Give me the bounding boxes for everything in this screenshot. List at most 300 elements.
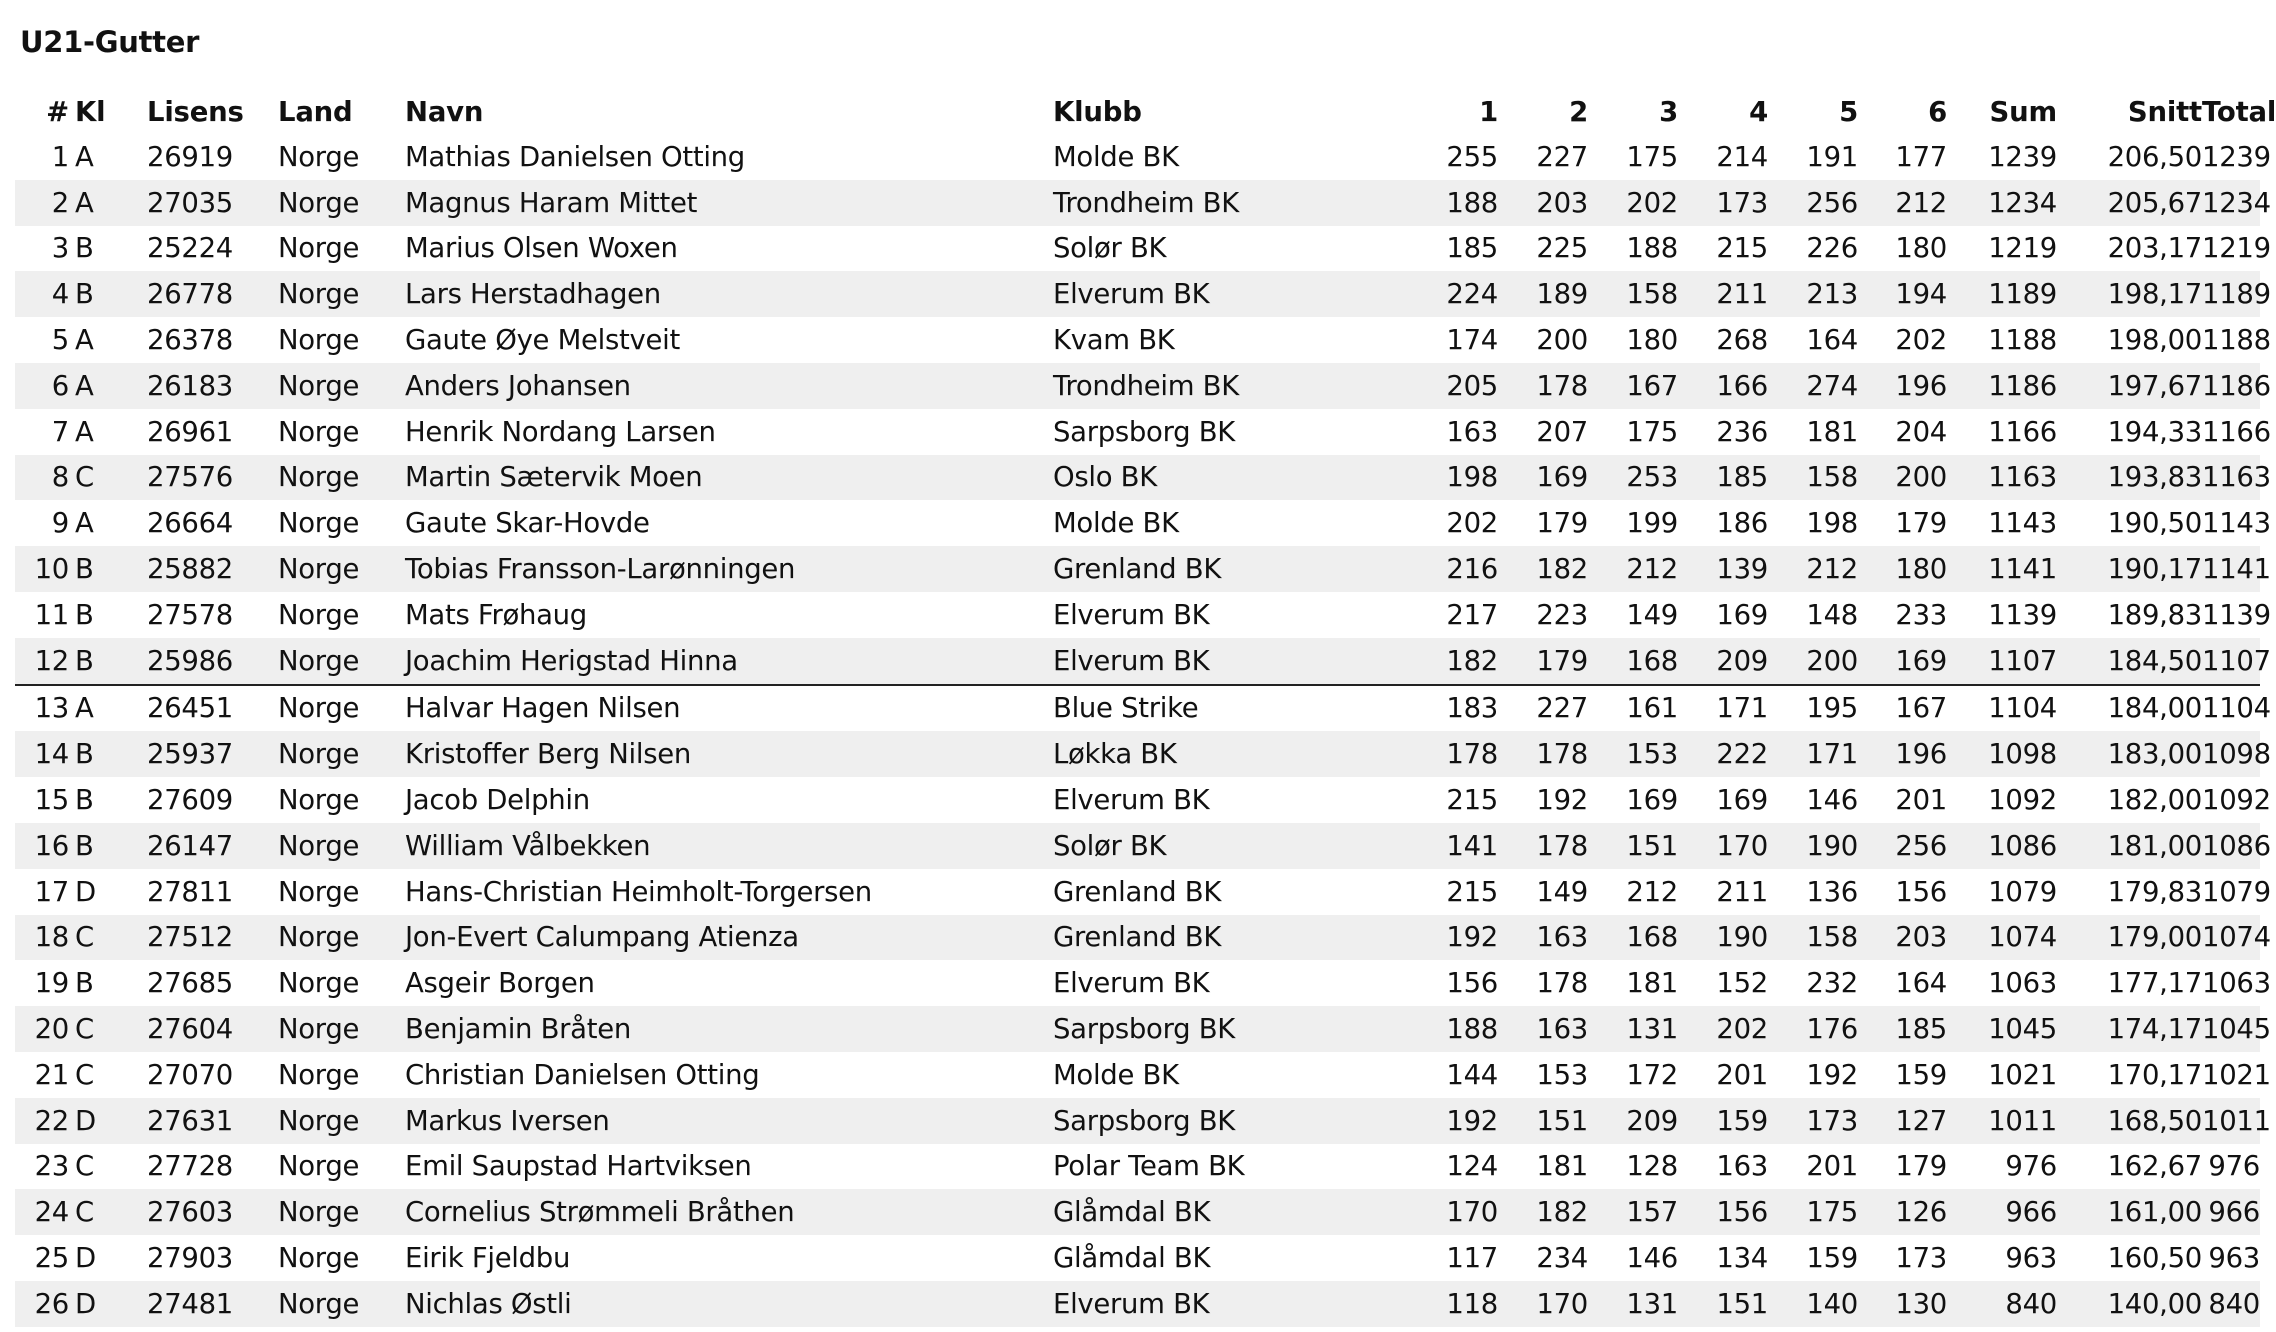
cell-sum: 1063: [1988, 967, 2057, 1000]
cell-rank: 4: [15, 271, 75, 317]
cell-total: 1186: [2202, 363, 2260, 409]
cell-total: 1219: [2202, 232, 2271, 265]
cell-game-6: 185: [1858, 1006, 1947, 1052]
cell-game-2: 169: [1498, 455, 1588, 501]
cell-game-2: 153: [1536, 1058, 1588, 1091]
cell-total: 1189: [2202, 271, 2260, 317]
col-header-game-2[interactable]: 2: [1569, 96, 1588, 128]
cell-klasse: A: [75, 324, 94, 357]
cell-sum: 1186: [1947, 363, 2057, 409]
cell-klubb: Solør BK: [1053, 823, 1295, 869]
cell-game-1: 205: [1295, 363, 1498, 409]
cell-total: 1086: [2202, 823, 2260, 869]
cell-game-4: 214: [1716, 140, 1768, 173]
cell-game-1: 170: [1295, 1189, 1498, 1235]
cell-sum: 1166: [1988, 415, 2057, 448]
table-row: [15, 685, 2260, 732]
cell-game-2: 192: [1536, 784, 1588, 817]
cell-total: 1188: [2202, 324, 2271, 357]
cell-game-3: 157: [1588, 1189, 1678, 1235]
cell-game-4: 211: [1716, 875, 1768, 908]
cell-total: 1092: [2202, 784, 2271, 817]
cell-land: Norge: [278, 415, 360, 448]
cell-klasse: B: [75, 271, 133, 317]
cell-klasse: A: [75, 140, 94, 173]
cell-game-5: 136: [1806, 875, 1858, 908]
cell-klasse: B: [75, 784, 94, 817]
cell-snitt: 160,50: [2107, 1242, 2202, 1275]
cell-land: Norge: [278, 784, 360, 817]
cell-game-3: 161: [1626, 692, 1678, 725]
cell-land: Norge: [278, 692, 360, 725]
cell-lisens: 26778: [133, 271, 278, 317]
cell-snitt: 140,00: [2057, 1281, 2202, 1327]
table-row: [15, 1189, 2260, 1235]
cell-land: Norge: [278, 1058, 360, 1091]
cell-game-3: 131: [1588, 1006, 1678, 1052]
cell-land: Norge: [278, 455, 405, 501]
cell-game-2: 178: [1536, 967, 1588, 1000]
col-header-sum[interactable]: Sum: [1989, 96, 2057, 128]
cell-snitt: 184,50: [2057, 638, 2202, 685]
cell-game-2: 227: [1536, 140, 1588, 173]
cell-total: 1163: [2202, 455, 2260, 501]
cell-game-4: 151: [1678, 1281, 1768, 1327]
cell-klubb: Glåmdal BK: [1053, 1189, 1295, 1235]
col-header-total[interactable]: Total: [2202, 96, 2276, 128]
cell-navn: Jacob Delphin: [405, 784, 590, 817]
cell-klubb: Løkka BK: [1053, 731, 1295, 777]
cell-game-4: 201: [1716, 1058, 1768, 1091]
cell-snitt: 194,33: [2107, 415, 2202, 448]
cell-lisens: 27903: [147, 1242, 233, 1275]
cell-snitt: 205,67: [2057, 180, 2202, 226]
cell-klasse: D: [75, 875, 96, 908]
cell-game-1: 188: [1295, 180, 1498, 226]
cell-klasse: C: [75, 1006, 133, 1052]
cell-game-6: 127: [1858, 1098, 1947, 1144]
table-row: [15, 363, 2260, 409]
cell-land: Norge: [278, 1006, 405, 1052]
cell-game-2: 178: [1498, 823, 1588, 869]
cell-game-6: 173: [1895, 1242, 1947, 1275]
cell-game-5: 140: [1768, 1281, 1858, 1327]
cell-rank: 22: [15, 1098, 75, 1144]
cell-rank: 12: [15, 638, 75, 685]
table-row: [15, 409, 2260, 455]
cell-lisens: 27609: [147, 784, 233, 817]
cell-lisens: 26664: [147, 507, 233, 540]
col-header-lisens[interactable]: Lisens: [147, 96, 244, 128]
cell-rank: 11: [34, 598, 69, 631]
cell-snitt: 174,17: [2057, 1006, 2202, 1052]
cell-land: Norge: [278, 731, 405, 777]
cell-land: Norge: [278, 140, 360, 173]
cell-game-1: 192: [1295, 915, 1498, 961]
cell-klasse: B: [75, 232, 94, 265]
cell-klasse: A: [75, 180, 133, 226]
cell-game-2: 181: [1536, 1150, 1588, 1183]
cell-sum: 1086: [1947, 823, 2057, 869]
col-header-land[interactable]: Land: [278, 96, 353, 128]
cell-game-5: 146: [1806, 784, 1858, 817]
cell-sum: 1234: [1947, 180, 2057, 226]
cell-game-1: 183: [1446, 692, 1498, 725]
cell-navn: Markus Iversen: [405, 1098, 1053, 1144]
cell-game-1: 156: [1446, 967, 1498, 1000]
cell-game-2: 182: [1498, 546, 1588, 592]
header-row: [15, 90, 2260, 134]
cell-game-2: 179: [1536, 507, 1588, 540]
table-row: [15, 1006, 2260, 1052]
cell-land: Norge: [278, 598, 360, 631]
cell-game-4: 166: [1678, 363, 1768, 409]
cell-snitt: 177,17: [2107, 967, 2202, 1000]
cell-sum: 1219: [1988, 232, 2057, 265]
cell-game-5: 191: [1806, 140, 1858, 173]
cell-total: 1045: [2202, 1006, 2260, 1052]
cell-total: 1104: [2202, 692, 2271, 725]
cell-klasse: B: [75, 598, 94, 631]
cell-snitt: 193,83: [2057, 455, 2202, 501]
cell-navn: Tobias Fransson-Larønningen: [405, 546, 1053, 592]
cell-game-3: 168: [1588, 638, 1678, 685]
cell-rank: 25: [34, 1242, 69, 1275]
cell-klasse: A: [75, 415, 94, 448]
cell-snitt: 179,83: [2107, 875, 2202, 908]
cell-total: 966: [2202, 1189, 2260, 1235]
cell-game-4: 139: [1678, 546, 1768, 592]
cell-game-6: 233: [1895, 598, 1947, 631]
cell-game-4: 163: [1716, 1150, 1768, 1183]
cell-land: Norge: [278, 1098, 405, 1144]
cell-navn: Mats Frøhaug: [405, 598, 587, 631]
table-row: [15, 1281, 2260, 1327]
results-table: [15, 90, 2276, 1327]
table-row: [15, 226, 2260, 272]
cell-klubb: Sarpsborg BK: [1053, 1006, 1295, 1052]
cell-klubb: Glåmdal BK: [1053, 1242, 1211, 1275]
cell-game-4: 169: [1716, 598, 1768, 631]
col-header-snitt[interactable]: Snitt: [2127, 96, 2202, 128]
cell-sum: 1189: [1947, 271, 2057, 317]
cell-game-3: 175: [1626, 415, 1678, 448]
cell-game-3: 172: [1626, 1058, 1678, 1091]
cell-total: 1107: [2202, 638, 2260, 685]
cell-snitt: 161,00: [2057, 1189, 2202, 1235]
cell-rank: 5: [51, 324, 69, 357]
table-row: [15, 500, 2260, 546]
cell-game-2: 151: [1498, 1098, 1588, 1144]
cell-game-6: 126: [1858, 1189, 1947, 1235]
cell-lisens: 26919: [147, 140, 233, 173]
cell-game-1: 198: [1295, 455, 1498, 501]
col-header-game-3[interactable]: 3: [1659, 96, 1678, 128]
cell-klasse: B: [75, 823, 133, 869]
cell-sum: 963: [2005, 1242, 2057, 1275]
cell-game-5: 274: [1768, 363, 1858, 409]
cell-game-6: 196: [1858, 731, 1947, 777]
col-header-game-4[interactable]: 4: [1749, 96, 1768, 128]
cell-sum: 1239: [1988, 140, 2057, 173]
cell-klubb: Solør BK: [1053, 232, 1167, 265]
cell-navn: Anders Johansen: [405, 363, 1053, 409]
cell-klubb: Sarpsborg BK: [1053, 1098, 1295, 1144]
cell-game-1: 215: [1446, 784, 1498, 817]
cell-game-4: 215: [1716, 232, 1768, 265]
cell-sum: 1104: [1988, 692, 2057, 725]
cell-sum: 1143: [1988, 507, 2057, 540]
cell-game-6: 200: [1858, 455, 1947, 501]
cell-game-5: 158: [1768, 915, 1858, 961]
cell-sum: 976: [2005, 1150, 2057, 1183]
cell-game-5: 176: [1768, 1006, 1858, 1052]
table-row: [15, 915, 2260, 961]
cell-sum: 1045: [1947, 1006, 2057, 1052]
cell-navn: Marius Olsen Woxen: [405, 232, 678, 265]
cell-klubb: Oslo BK: [1053, 455, 1295, 501]
cell-game-6: 159: [1895, 1058, 1947, 1091]
cell-klasse: B: [75, 967, 94, 1000]
cell-game-6: 212: [1858, 180, 1947, 226]
cell-snitt: 170,17: [2107, 1058, 2202, 1091]
cell-klasse: C: [75, 1058, 94, 1091]
cell-klasse: C: [75, 1189, 133, 1235]
cell-rank: 6: [15, 363, 75, 409]
cell-land: Norge: [278, 546, 405, 592]
cell-navn: Halvar Hagen Nilsen: [405, 692, 681, 725]
cell-game-6: 167: [1895, 692, 1947, 725]
cell-game-3: 151: [1588, 823, 1678, 869]
cell-game-5: 226: [1806, 232, 1858, 265]
cell-total: 976: [2208, 1150, 2260, 1183]
cell-game-1: 215: [1446, 875, 1498, 908]
cell-land: Norge: [278, 1281, 405, 1327]
table-row: [15, 592, 2260, 638]
cell-game-5: 158: [1768, 455, 1858, 501]
cell-game-3: 149: [1626, 598, 1678, 631]
cell-sum: 1141: [1947, 546, 2057, 592]
cell-land: Norge: [278, 1242, 360, 1275]
cell-rank: 23: [34, 1150, 69, 1183]
cell-land: Norge: [278, 232, 360, 265]
cell-total: 1098: [2202, 731, 2260, 777]
cell-navn: Kristoffer Berg Nilsen: [405, 731, 1053, 777]
cell-game-2: 182: [1498, 1189, 1588, 1235]
cell-klubb: Molde BK: [1053, 507, 1179, 540]
cell-navn: Asgeir Borgen: [405, 967, 595, 1000]
cell-rank: 7: [51, 415, 69, 448]
cell-klasse: C: [75, 455, 133, 501]
cell-game-5: 198: [1806, 507, 1858, 540]
cell-game-2: 227: [1536, 692, 1588, 725]
cell-navn: Hans-Christian Heimholt-Torgersen: [405, 875, 872, 908]
cell-klubb: Elverum BK: [1053, 1281, 1295, 1327]
cell-game-4: 268: [1716, 324, 1768, 357]
cell-rank: 2: [15, 180, 75, 226]
table-row: [15, 1144, 2260, 1190]
cell-game-5: 201: [1806, 1150, 1858, 1183]
cell-total: 1143: [2202, 507, 2271, 540]
cell-lisens: 25882: [133, 546, 278, 592]
cell-klubb: Grenland BK: [1053, 546, 1295, 592]
cell-snitt: 197,67: [2057, 363, 2202, 409]
cell-game-3: 188: [1626, 232, 1678, 265]
col-header-rank[interactable]: #: [46, 96, 69, 128]
cell-game-3: 158: [1588, 271, 1678, 317]
table-row: [15, 317, 2260, 363]
cell-rank: 8: [15, 455, 75, 501]
cell-game-2: 207: [1536, 415, 1588, 448]
cell-rank: 13: [34, 692, 69, 725]
cell-lisens: 27481: [133, 1281, 278, 1327]
cell-game-5: 148: [1806, 598, 1858, 631]
cell-lisens: 26183: [133, 363, 278, 409]
cell-klubb: Molde BK: [1053, 140, 1179, 173]
cell-klasse: A: [75, 507, 94, 540]
cell-snitt: 198,17: [2057, 271, 2202, 317]
cell-sum: 1074: [1947, 915, 2057, 961]
cell-navn: Jon-Evert Calumpang Atienza: [405, 915, 1053, 961]
cell-game-2: 225: [1536, 232, 1588, 265]
cell-land: Norge: [278, 875, 360, 908]
cell-game-6: 179: [1895, 1150, 1947, 1183]
cell-game-6: 179: [1895, 507, 1947, 540]
cell-rank: 1: [51, 140, 69, 173]
cell-klasse: B: [75, 731, 133, 777]
cell-game-4: 186: [1716, 507, 1768, 540]
cell-snitt: 190,50: [2107, 507, 2202, 540]
cell-game-6: 201: [1895, 784, 1947, 817]
cell-land: Norge: [278, 638, 405, 685]
cell-game-4: 159: [1678, 1098, 1768, 1144]
cell-lisens: 25986: [133, 638, 278, 685]
cell-game-4: 185: [1678, 455, 1768, 501]
cell-klasse: B: [75, 546, 133, 592]
table-row: [15, 455, 2260, 501]
cell-klubb: Grenland BK: [1053, 875, 1222, 908]
cell-snitt: 181,00: [2057, 823, 2202, 869]
cell-land: Norge: [278, 324, 360, 357]
cell-rank: 16: [15, 823, 75, 869]
cell-game-6: 130: [1858, 1281, 1947, 1327]
cell-sum: 966: [1947, 1189, 2057, 1235]
cell-total: 1234: [2202, 180, 2260, 226]
cell-game-4: 134: [1716, 1242, 1768, 1275]
cell-game-1: 141: [1295, 823, 1498, 869]
col-header-klasse[interactable]: Kl: [75, 96, 106, 128]
table-row: [15, 869, 2260, 915]
cell-rank: 24: [15, 1189, 75, 1235]
cell-total: 963: [2208, 1242, 2260, 1275]
cell-snitt: 206,50: [2107, 140, 2202, 173]
cell-klasse: A: [75, 363, 133, 409]
table-row: [15, 1098, 2260, 1144]
cell-game-5: 175: [1768, 1189, 1858, 1235]
cell-klasse: A: [75, 692, 94, 725]
cell-game-3: 199: [1626, 507, 1678, 540]
cell-game-2: 178: [1498, 363, 1588, 409]
cell-land: Norge: [278, 1150, 360, 1183]
cell-lisens: 26378: [147, 324, 233, 357]
cell-game-1: 185: [1446, 232, 1498, 265]
cell-navn: Martin Sætervik Moen: [405, 455, 1053, 501]
cell-total: 1079: [2202, 875, 2271, 908]
cell-land: Norge: [278, 915, 405, 961]
cell-klubb: Elverum BK: [1053, 598, 1210, 631]
cell-lisens: 26451: [147, 692, 233, 725]
cell-rank: 10: [15, 546, 75, 592]
cell-game-1: 124: [1446, 1150, 1498, 1183]
cell-game-1: 163: [1446, 415, 1498, 448]
cell-total: 1139: [2202, 598, 2271, 631]
cell-sum: 1163: [1947, 455, 2057, 501]
cell-sum: 1107: [1947, 638, 2057, 685]
cell-klubb: Trondheim BK: [1053, 363, 1295, 409]
cell-game-3: 167: [1588, 363, 1678, 409]
col-header-game-6[interactable]: 6: [1928, 96, 1947, 128]
cell-land: Norge: [278, 271, 405, 317]
cell-game-3: 202: [1588, 180, 1678, 226]
cell-total: 1011: [2202, 1098, 2260, 1144]
table-row: [15, 1052, 2260, 1098]
cell-snitt: 182,00: [2107, 784, 2202, 817]
cell-lisens: 27578: [147, 598, 233, 631]
table-header: [15, 90, 2276, 134]
cell-game-2: 200: [1536, 324, 1588, 357]
cell-game-6: 180: [1895, 232, 1947, 265]
cell-game-2: 163: [1498, 1006, 1588, 1052]
cell-sum: 1021: [1988, 1058, 2057, 1091]
table-row: [15, 777, 2260, 823]
cell-klubb: Elverum BK: [1053, 967, 1210, 1000]
table-row: [15, 180, 2260, 226]
cell-sum: 1092: [1988, 784, 2057, 817]
cell-game-2: 189: [1498, 271, 1588, 317]
col-header-klubb[interactable]: Klubb: [1053, 96, 1142, 128]
cell-game-1: 188: [1295, 1006, 1498, 1052]
cell-total: 1239: [2202, 140, 2271, 173]
cell-game-4: 236: [1716, 415, 1768, 448]
cell-snitt: 190,17: [2057, 546, 2202, 592]
cell-klubb: Polar Team BK: [1053, 1150, 1245, 1183]
cell-navn: Henrik Nordang Larsen: [405, 415, 716, 448]
cell-game-3: 212: [1626, 875, 1678, 908]
cell-klubb: Elverum BK: [1053, 638, 1295, 685]
cell-game-1: 117: [1446, 1242, 1498, 1275]
cell-game-2: 178: [1498, 731, 1588, 777]
cell-rank: 15: [34, 784, 69, 817]
cell-navn: Magnus Haram Mittet: [405, 180, 1053, 226]
cell-navn: Nichlas Østli: [405, 1281, 1053, 1327]
col-header-game-5[interactable]: 5: [1839, 96, 1858, 128]
cell-navn: Mathias Danielsen Otting: [405, 140, 745, 173]
cell-lisens: 27604: [133, 1006, 278, 1052]
cell-rank: 9: [51, 507, 69, 540]
col-header-game-1[interactable]: 1: [1479, 96, 1498, 128]
col-header-navn[interactable]: Navn: [405, 96, 484, 128]
cell-game-5: 190: [1768, 823, 1858, 869]
cell-navn: Emil Saupstad Hartviksen: [405, 1150, 752, 1183]
cell-lisens: 27631: [133, 1098, 278, 1144]
cell-klasse: B: [75, 638, 133, 685]
cell-game-1: 255: [1446, 140, 1498, 173]
cell-snitt: 184,00: [2107, 692, 2202, 725]
cell-navn: Christian Danielsen Otting: [405, 1058, 760, 1091]
cell-game-5: 159: [1806, 1242, 1858, 1275]
cell-game-6: 164: [1895, 967, 1947, 1000]
cell-game-1: 182: [1295, 638, 1498, 685]
